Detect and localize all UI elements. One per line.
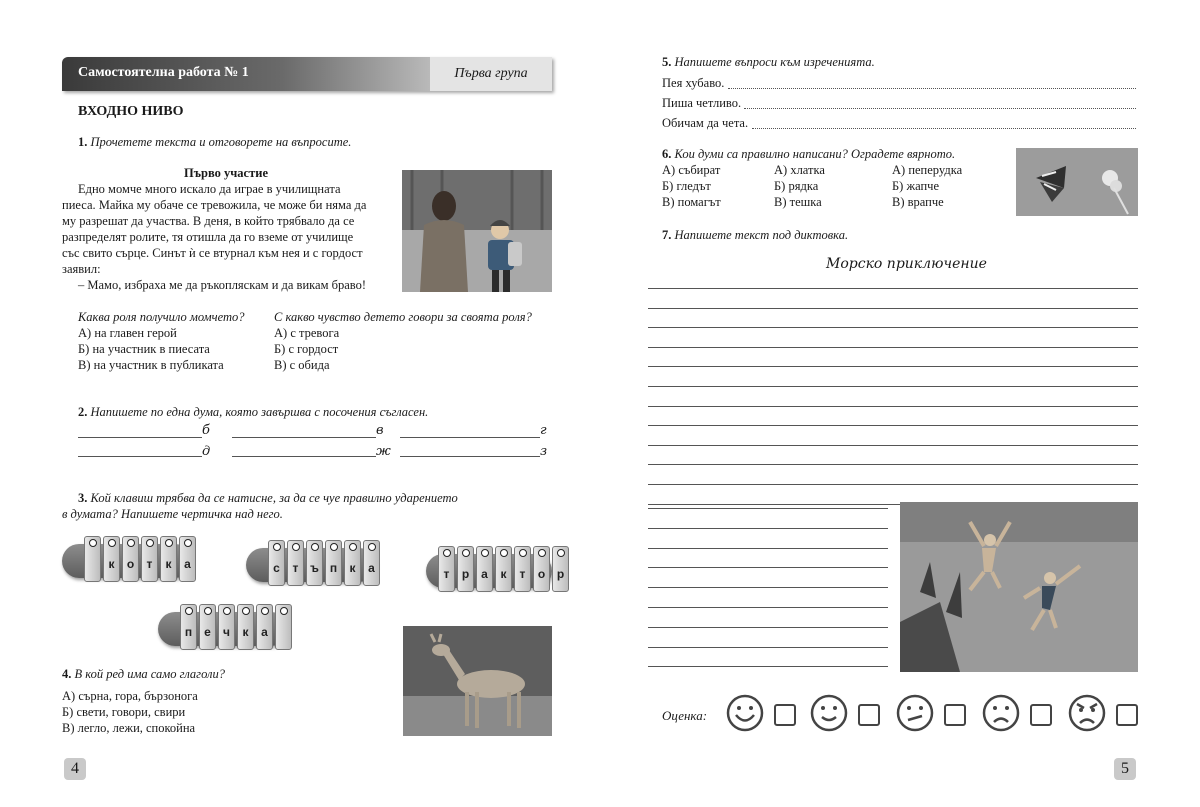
dictation-line[interactable] [648, 445, 1138, 446]
answer-line[interactable] [400, 456, 540, 457]
xylophone-key[interactable]: т [287, 540, 304, 586]
q4-prompt: 4. В кой ред има само глаголи? [62, 667, 225, 681]
story-line: – Мамо, избраха ме да ръкопляскам и да викам браво! [78, 278, 366, 292]
divers-photo [900, 502, 1138, 672]
q7-prompt: 7. Напишете текст под диктовка. [662, 228, 849, 242]
dictation-line[interactable] [648, 386, 1138, 387]
grade-checkbox-fail[interactable] [1116, 704, 1138, 726]
xylophone-pechka [158, 612, 288, 646]
xylophone-key[interactable]: а [256, 604, 273, 650]
q6-option[interactable]: А) хлатка [774, 163, 825, 177]
answer-line[interactable] [400, 437, 540, 438]
q1b-option[interactable]: Б) с гордост [274, 342, 339, 356]
dictation-title: Морско приключение [826, 256, 987, 272]
xylophone-key[interactable]: о [533, 546, 550, 592]
grade-checkbox-poor[interactable] [1030, 704, 1052, 726]
sad-face-icon [982, 694, 1020, 732]
very-happy-face-icon [726, 694, 764, 732]
q5-sentence: Пиша четливо. [662, 96, 742, 110]
q6-option[interactable]: В) врапче [892, 195, 944, 209]
mother-child-photo [402, 170, 552, 292]
q1-prompt: 1. Прочетете текста и отговорете на въпросите. [78, 135, 352, 149]
xylophone-key[interactable]: т [141, 536, 158, 582]
xylophone-key[interactable]: п [325, 540, 342, 586]
q6-option[interactable]: А) пеперудка [892, 163, 963, 177]
xylophone-key[interactable]: о [122, 536, 139, 582]
q5-answer-line[interactable] [744, 107, 1136, 109]
xylophone-key[interactable]: ч [218, 604, 235, 650]
dictation-line[interactable] [648, 508, 888, 509]
grade-checkbox-average[interactable] [944, 704, 966, 726]
butterfly-photo [1016, 148, 1138, 216]
q6-option[interactable]: Б) рядка [774, 179, 819, 193]
q5-answer-line[interactable] [752, 127, 1136, 129]
angry-face-icon [1068, 694, 1106, 732]
xylophone-key[interactable] [275, 604, 292, 650]
answer-line[interactable] [232, 456, 376, 457]
q5-sentence: Обичам да чета. [662, 116, 749, 130]
q5-sentence: Пея хубаво. [662, 76, 725, 90]
consonant-z: з [540, 444, 548, 459]
consonant-b: б [202, 423, 210, 438]
level-heading: ВХОДНО НИВО [78, 104, 184, 119]
q3-prompt-line2: в думата? Напишете чертичка над него. [62, 507, 283, 521]
dictation-line[interactable] [648, 647, 888, 648]
answer-line[interactable] [78, 456, 202, 457]
q4-option[interactable]: Б) свети, говори, свири [62, 705, 186, 719]
deer-photo [403, 626, 552, 736]
happy-face-icon [810, 694, 848, 732]
xylophone-key[interactable]: е [199, 604, 216, 650]
q5-answer-line[interactable] [728, 87, 1136, 89]
xylophone-key[interactable]: т [438, 546, 455, 592]
xylophone-key[interactable]: к [160, 536, 177, 582]
group-label: Първа група [430, 57, 552, 91]
dictation-line[interactable] [648, 627, 888, 628]
page-number-left: 4 [64, 758, 86, 780]
answer-line[interactable] [232, 437, 376, 438]
dictation-line[interactable] [648, 548, 888, 549]
q2-prompt: 2. Напишете по една дума, която завършва с посочения съгласен. [78, 405, 429, 419]
neutral-face-icon [896, 694, 934, 732]
dictation-line[interactable] [648, 347, 1138, 348]
xylophone-stapka [246, 548, 376, 582]
dictation-line[interactable] [648, 587, 888, 588]
consonant-d: д [202, 444, 211, 459]
dictation-line[interactable] [648, 406, 1138, 407]
story-line: пиеса. Майка му обаче се тревожила, че може би няма да [62, 198, 367, 212]
xylophone-key[interactable]: п [180, 604, 197, 650]
q3-prompt-line1: 3. Кой клавиш трябва да се натисне, за да се чуе правилно ударението [78, 491, 458, 505]
q1b-question: С какво чувство детето говори за своята роля? [274, 310, 532, 324]
xylophone-key[interactable]: т [514, 546, 531, 592]
xylophone-key[interactable]: к [103, 536, 120, 582]
dictation-line[interactable] [648, 528, 888, 529]
story-line: със свито сърце. Синът ѝ се втурнал към нея и с гордост [62, 246, 363, 260]
story-line: заявил: [62, 262, 101, 276]
consonant-g: г [540, 423, 547, 438]
q6-option[interactable]: В) тешка [774, 195, 822, 209]
xylophone-key[interactable]: к [495, 546, 512, 592]
xylophone-key[interactable]: к [237, 604, 254, 650]
q1a-option[interactable]: Б) на участник в пиесата [78, 342, 210, 356]
xylophone-kotka [62, 544, 192, 578]
dictation-line[interactable] [648, 366, 1138, 367]
grade-checkbox-excellent[interactable] [774, 704, 796, 726]
dictation-line[interactable] [648, 327, 1138, 328]
story-line: му разрешат да участва. В деня, в който трябвало да се [62, 214, 355, 228]
dictation-line[interactable] [648, 288, 1138, 289]
q1a-option[interactable]: В) на участник в публиката [78, 358, 224, 372]
answer-line[interactable] [78, 437, 202, 438]
page-number-right: 5 [1114, 758, 1136, 780]
dictation-line[interactable] [648, 308, 1138, 309]
story-line: Едно момче много искало да играе в училищната [78, 182, 341, 196]
dictation-line[interactable] [648, 484, 1138, 485]
xylophone-key[interactable]: р [457, 546, 474, 592]
q1b-option[interactable]: А) с тревога [274, 326, 340, 340]
dictation-line[interactable] [648, 666, 888, 667]
consonant-v: в [376, 423, 384, 438]
xylophone-key[interactable]: с [268, 540, 285, 586]
q6-prompt: 6. Кои думи са правилно написани? Оградете вярното. [662, 147, 956, 161]
xylophone-traktor [426, 554, 565, 588]
story-line: разпределят ролите, тя отишла да го вземе от училище [62, 230, 354, 244]
q5-prompt: 5. Напишете въпроси към изреченията. [662, 55, 875, 69]
q4-option[interactable]: А) сърна, гора, бързонога [62, 689, 198, 703]
grade-label: Оценка: [662, 708, 708, 723]
dictation-line[interactable] [648, 567, 888, 568]
q1b-option[interactable]: В) с обида [274, 358, 330, 372]
q6-option[interactable]: А) събират [662, 163, 721, 177]
q6-option[interactable]: Б) жапче [892, 179, 940, 193]
q4-option[interactable]: В) легло, лежи, спокойна [62, 721, 196, 735]
q1a-question: Каква роля получило момчето? [78, 310, 245, 324]
xylophone-key[interactable]: ъ [306, 540, 323, 586]
dictation-line[interactable] [648, 425, 1138, 426]
dictation-line[interactable] [648, 464, 1138, 465]
xylophone-key[interactable] [84, 536, 101, 582]
q6-option[interactable]: Б) гледът [662, 179, 711, 193]
xylophone-key[interactable]: р [552, 546, 569, 592]
dictation-line[interactable] [648, 607, 888, 608]
work-title: Самостоятелна работа № 1 [78, 65, 249, 80]
xylophone-key[interactable]: а [363, 540, 380, 586]
story-title: Първо участие [184, 166, 268, 180]
xylophone-key[interactable]: а [476, 546, 493, 592]
xylophone-key[interactable]: к [344, 540, 361, 586]
grade-checkbox-good[interactable] [858, 704, 880, 726]
q6-option[interactable]: В) помагът [662, 195, 721, 209]
q1a-option[interactable]: А) на главен герой [78, 326, 177, 340]
xylophone-key[interactable]: а [179, 536, 196, 582]
consonant-zh: ж [376, 444, 391, 459]
